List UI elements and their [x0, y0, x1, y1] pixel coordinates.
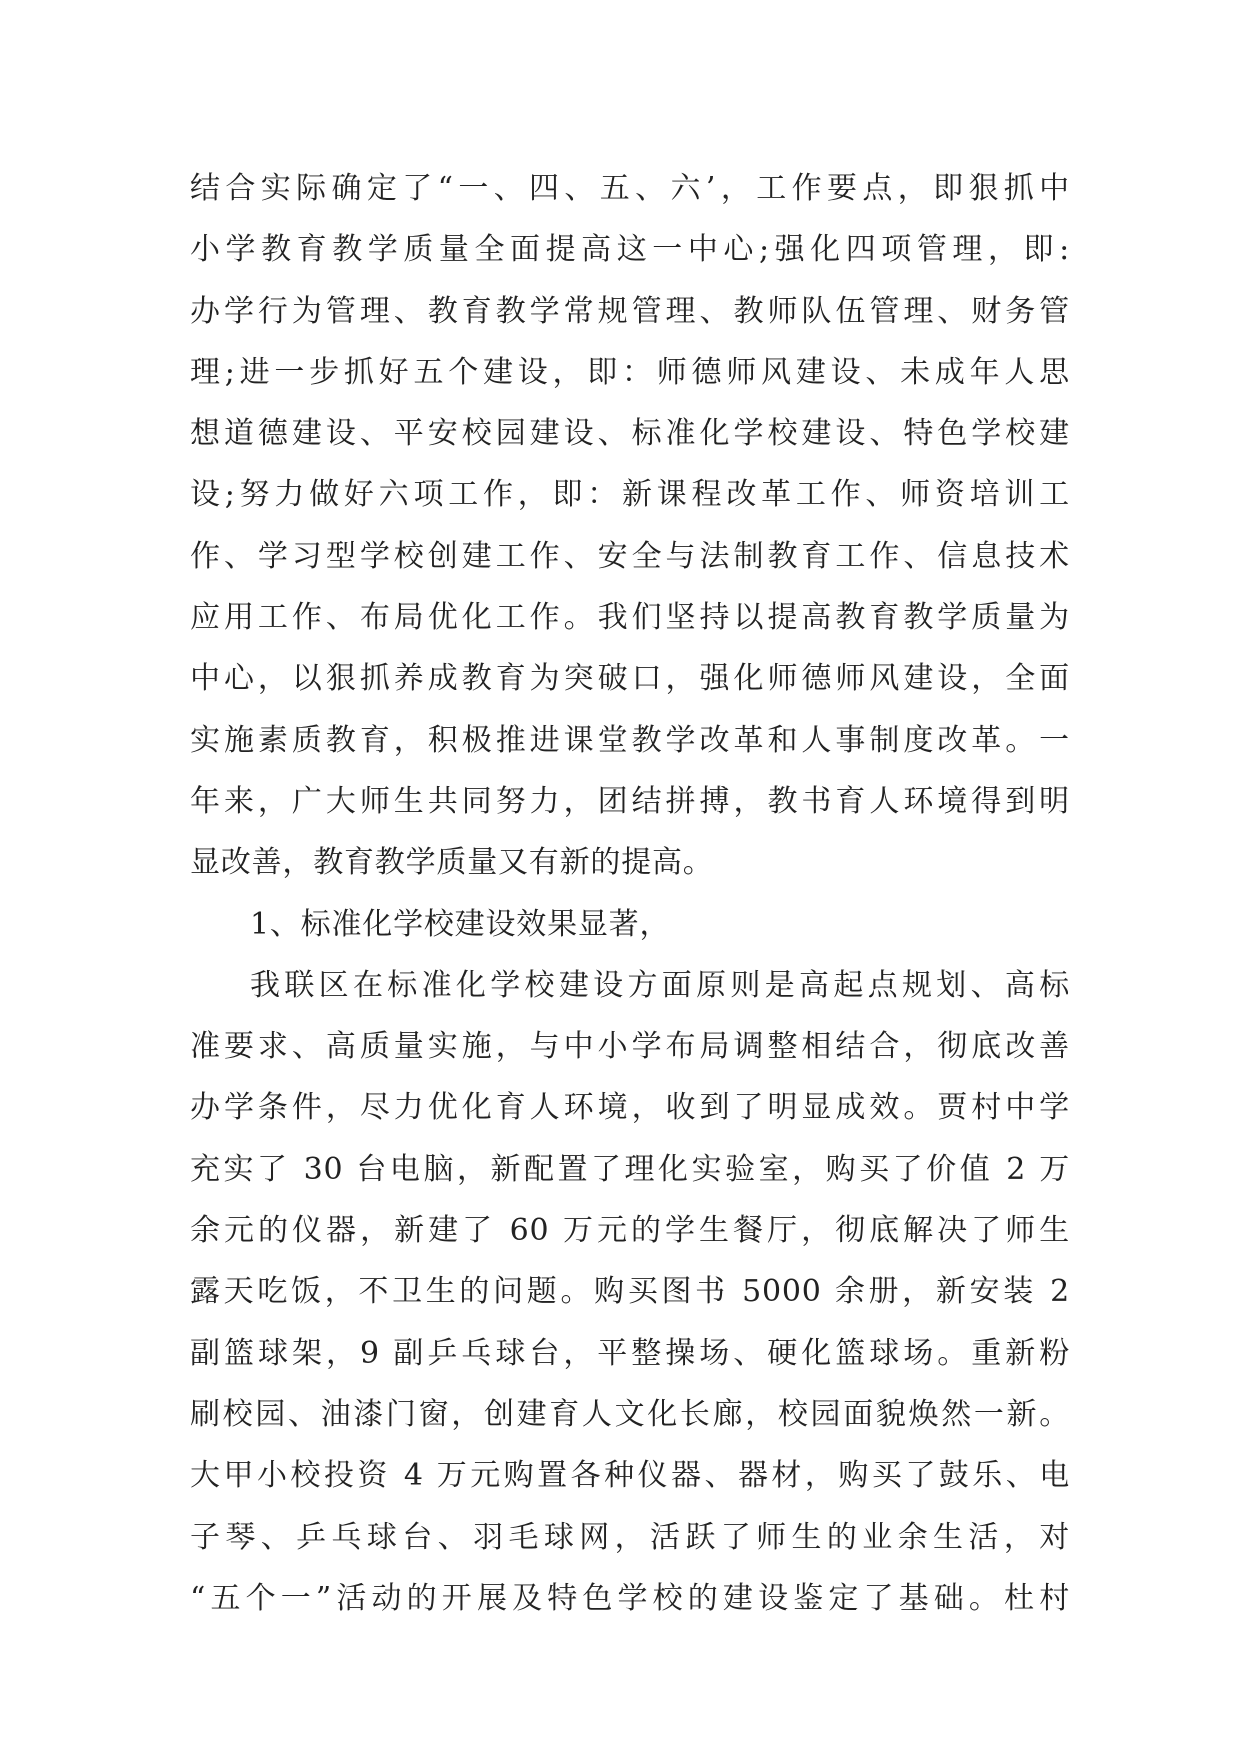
- text-line: 办学条件，尽力优化育人环境，收到了明显成效。贾村中学: [190, 1090, 1070, 1126]
- text-line: 想道德建设、平安校园建设、标准化学校建设、特色学校建: [190, 416, 1070, 452]
- text-line: 理;进一步抓好五个建设，即：师德师风建设、未成年人思: [190, 354, 1070, 390]
- text-line: 办学行为管理、教育教学常规管理、教师队伍管理、财务管: [190, 293, 1070, 329]
- text-line: 年来，广大师生共同努力，团结拼搏，教书育人环境得到明: [190, 783, 1070, 819]
- text-line: 余元的仪器，新建了 60 万元的学生餐厅，彻底解决了师生: [190, 1213, 1070, 1249]
- text-line: 作、学习型学校创建工作、安全与法制教育工作、信息技术: [190, 538, 1070, 574]
- text-line: 设;努力做好六项工作，即：新课程改革工作、师资培训工: [190, 477, 1070, 513]
- text-line: 应用工作、布局优化工作。我们坚持以提高教育教学质量为: [190, 600, 1070, 636]
- text-line: 大甲小校投资 4 万元购置各种仪器、器材，购买了鼓乐、电: [190, 1458, 1070, 1494]
- body-text: [190, 158, 1070, 1629]
- text-line: 实施素质教育，积极推进课堂教学改革和人事制度改革。一: [190, 722, 1070, 758]
- text-line: “五个一”活动的开展及特色学校的建设鉴定了基础。杜村: [190, 1580, 1070, 1616]
- text-line: 露天吃饭，不卫生的问题。购买图书 5000 余册，新安装 2: [190, 1274, 1070, 1310]
- text-line: 我联区在标准化学校建设方面原则是高起点规划、高标: [250, 967, 1070, 1003]
- text-line: 小学教育教学质量全面提高这一中心;强化四项管理，即:: [190, 232, 1070, 268]
- text-line: 子琴、乒乓球台、羽毛球网，活跃了师生的业余生活，对: [190, 1519, 1070, 1555]
- text-line: 充实了 30 台电脑，新配置了理化实验室，购买了价值 2 万: [190, 1151, 1070, 1187]
- text-line: 中心，以狠抓养成教育为突破口，强化师德师风建设，全面: [190, 661, 1070, 697]
- text-line: 显改善，教育教学质量又有新的提高。: [190, 845, 714, 881]
- text-line: 副篮球架，9 副乒乓球台，平整操场、硬化篮球场。重新粉: [190, 1335, 1070, 1371]
- text-line: 结合实际确定了“一、四、五、六’，工作要点，即狠抓中: [190, 171, 1070, 206]
- text-line: 刷校园、油漆门窗，创建育人文化长廊，校园面貌焕然一新。: [190, 1396, 1070, 1432]
- section-heading: 1、标准化学校建设效果显著，: [250, 906, 671, 942]
- text-line: 准要求、高质量实施，与中小学布局调整相结合，彻底改善: [190, 1029, 1070, 1065]
